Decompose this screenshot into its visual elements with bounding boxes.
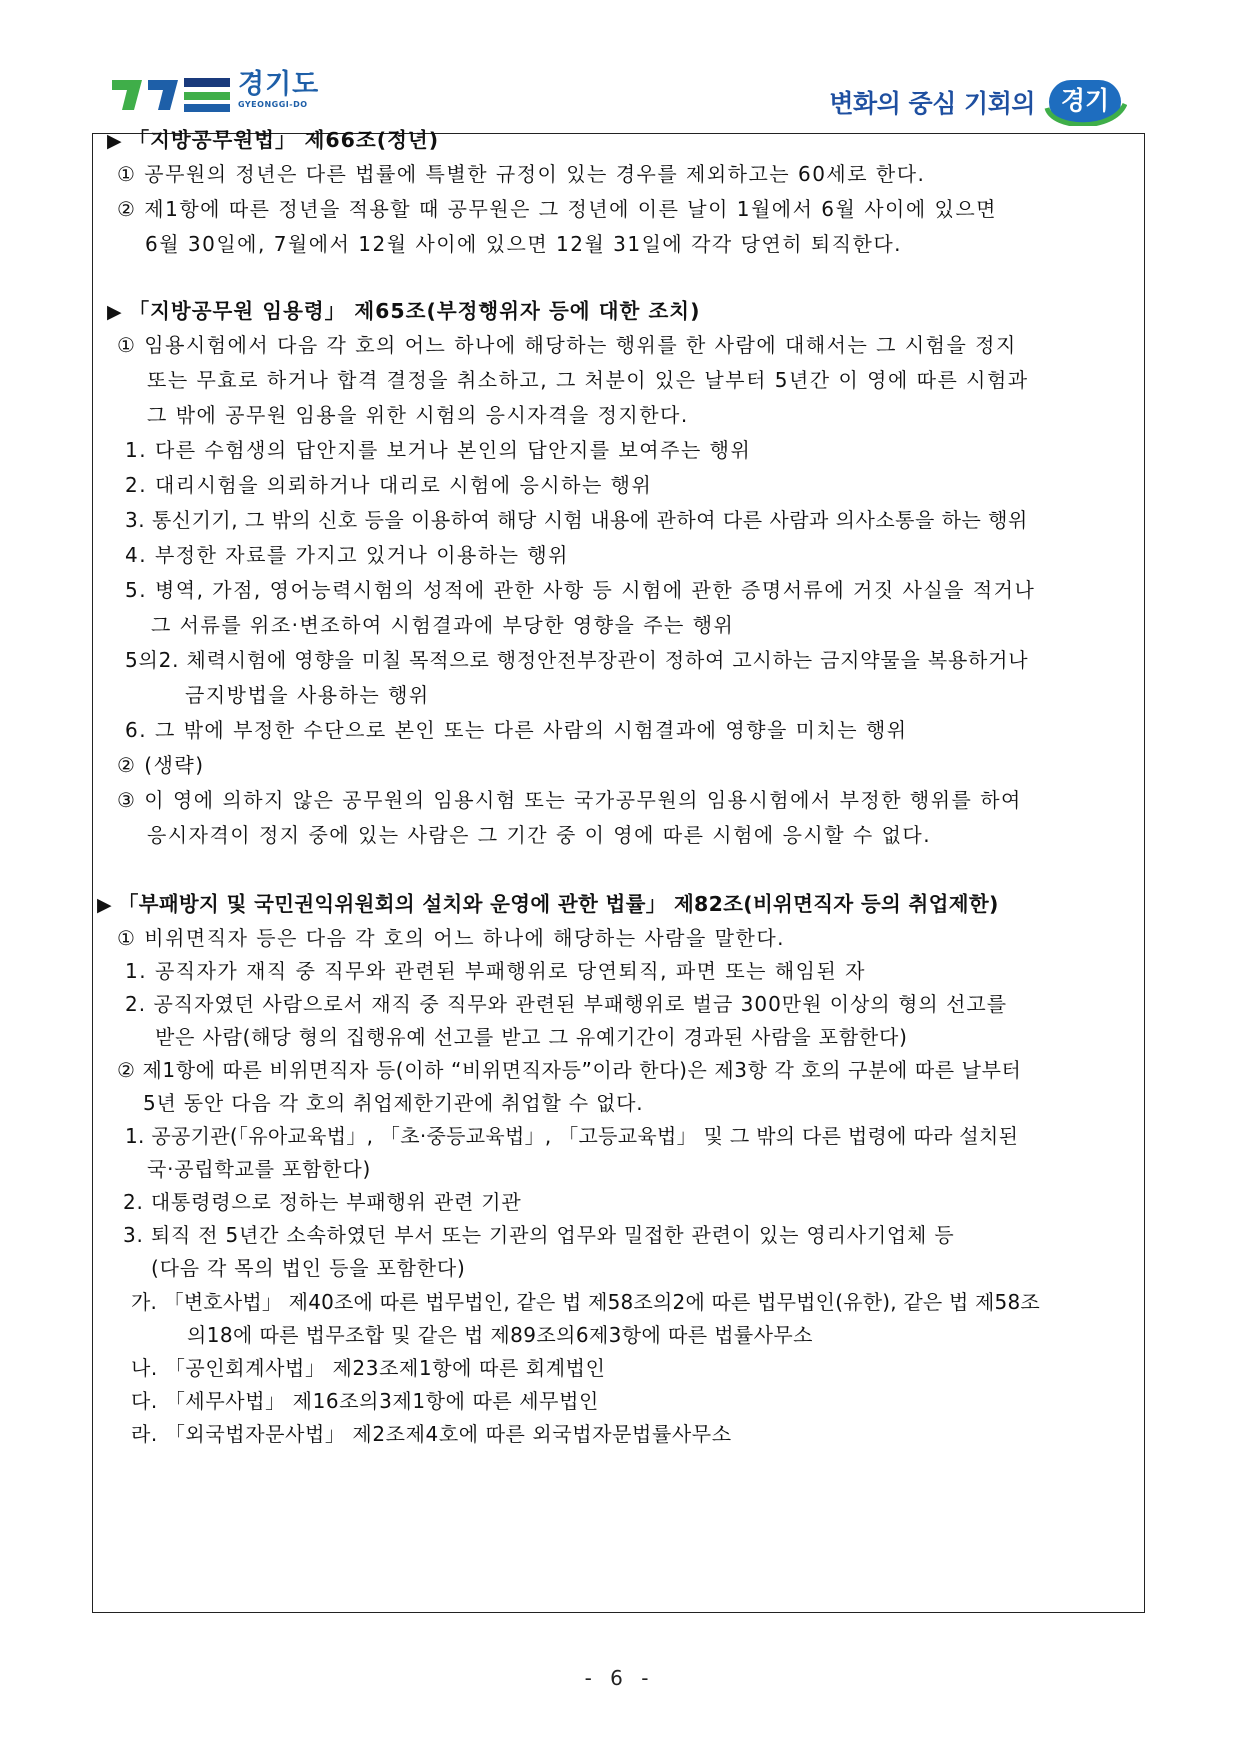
page-header xyxy=(0,0,1239,130)
section3-line: ② 제1항에 따른 비위면직자 등(이하 “비위면직자등”이라 한다)은 제3항 각 호의 구분에 따른 날부터 xyxy=(117,1058,1022,1082)
section2-line: 5의2. 체력시험에 영향을 미칠 목적으로 행정안전부장관이 정하여 고시하는 금지약물을 복용하거나 xyxy=(125,648,1029,672)
section2-heading: ▶ 「지방공무원 임용령」 제65조(부정행위자 등에 대한 조치) xyxy=(107,299,701,323)
logo-name: 경기도 xyxy=(238,69,320,100)
content-box xyxy=(92,128,1145,1613)
section3-line: 3. 퇴직 전 5년간 소속하였던 부서 또는 기관의 업무와 밀접한 관련이 있는 영리사기업체 등 xyxy=(123,1223,955,1247)
section2-line: 또는 무효로 하거나 합격 결정을 취소하고, 그 처분이 있은 날부터 5년간 이 영에 따른 시험과 xyxy=(147,368,1029,392)
section3-line: 2. 대통령령으로 정하는 부패행위 관련 기관 xyxy=(123,1190,522,1214)
section2-line: 2. 대리시험을 의뢰하거나 대리로 시험에 응시하는 행위 xyxy=(125,473,653,497)
section2-line: 1. 다른 수험생의 답안지를 보거나 본인의 답안지를 보여주는 행위 xyxy=(125,438,752,462)
section2-line: 6. 그 밖에 부정한 수단으로 본인 또는 다른 사람의 시험결과에 영향을 미치는 행위 xyxy=(125,718,908,742)
slogan-badge-word: 경기 xyxy=(1060,86,1110,115)
slogan-badge xyxy=(1043,78,1127,126)
section1-line: ② 제1항에 따른 정년을 적용할 때 공무원은 그 정년에 이른 날이 1월에서 6월 사이에 있으면 xyxy=(117,197,997,221)
section3-line: 라. 「외국법자문사법」 제2조제4호에 따른 외국법자문법률사무소 xyxy=(131,1422,732,1446)
triangle-bullet-icon: ▶ xyxy=(97,894,112,916)
section2-line: ② (생략) xyxy=(117,753,205,777)
section1-line: 6월 30일에, 7월에서 12월 사이에 있으면 12월 31일에 각각 당연히 퇴직한다. xyxy=(145,232,903,256)
section3-line: 2. 공직자였던 사람으로서 재직 중 직무와 관련된 부패행위로 벌금 300만원 이상의 형의 선고를 xyxy=(125,992,1008,1016)
page-number: - 6 - xyxy=(584,1666,655,1690)
section2-line: 그 서류를 위조·변조하여 시험결과에 부당한 영향을 주는 행위 xyxy=(151,613,735,637)
slogan-text: 변화의 중심 기회의 xyxy=(829,89,1035,118)
section3-line: 받은 사람(해당 형의 집행유예 선고를 받고 그 유예기간이 경과된 사람을 포함한다) xyxy=(155,1025,908,1049)
triangle-bullet-icon: ▶ xyxy=(107,130,123,152)
section2-line: 3. 통신기기, 그 밖의 신호 등을 이용하여 해당 시험 내용에 관하여 다른 사람과 의사소통을 하는 행위 xyxy=(125,508,1028,532)
section2-line: 응시자격이 정지 중에 있는 사람은 그 기간 중 이 영에 따른 시험에 응시할 수 없다. xyxy=(147,823,932,847)
section1-heading: ▶ 「지방공무원법」 제66조(정년) xyxy=(107,128,440,152)
section3-heading: ▶ 「부패방지 및 국민권익위원회의 설치와 운영에 관한 법률」 제82조(비위면직자 등의 취업제한) xyxy=(97,892,999,916)
section2-line: 금지방법을 사용하는 행위 xyxy=(185,683,430,707)
logo-subname: GYEONGGI-DO xyxy=(238,100,308,109)
logo-text xyxy=(238,70,319,110)
section2-line: 그 밖에 공무원 임용을 위한 시험의 응시자격을 정지한다. xyxy=(147,403,689,427)
section3-line: 국·공립학교를 포함한다) xyxy=(147,1157,372,1181)
section1-line: ① 공무원의 정년은 다른 법률에 특별한 규정이 있는 경우를 제외하고는 60세로 한다. xyxy=(117,162,926,186)
section3-line: (다음 각 목의 법인 등을 포함한다) xyxy=(151,1256,466,1280)
section2-line: 4. 부정한 자료를 가지고 있거나 이용하는 행위 xyxy=(125,543,569,567)
section3-line: 의18에 따른 법무조합 및 같은 법 제89조의6제3항에 따른 법률사무소 xyxy=(187,1323,813,1347)
section3-line: 5년 동안 다음 각 호의 취업제한기관에 취업할 수 없다. xyxy=(143,1091,644,1115)
section3-line: 1. 공공기관(「유아교육법」, 「초·중등교육법」, 「고등교육법」 및 그 밖의 다른 법령에 따라 설치된 xyxy=(125,1124,1019,1148)
gyeonggi-logo-icon xyxy=(112,74,232,118)
section3-line: 1. 공직자가 재직 중 직무와 관련된 부패행위로 당연퇴직, 파면 또는 해임된 자 xyxy=(125,959,866,983)
triangle-bullet-icon: ▶ xyxy=(107,301,123,323)
section2-line: 5. 병역, 가점, 영어능력시험의 성적에 관한 사항 등 시험에 관한 증명서류에 거짓 사실을 적거나 xyxy=(125,578,1036,602)
section3-line: ① 비위면직자 등은 다음 각 호의 어느 하나에 해당하는 사람을 말한다. xyxy=(117,926,786,950)
slogan xyxy=(829,80,1127,124)
section3-line: 다. 「세무사법」 제16조의3제1항에 따른 세무법인 xyxy=(131,1389,599,1413)
section3-line: 가. 「변호사법」 제40조에 따른 법무법인, 같은 법 제58조의2에 따른 법무법인(유한), 같은 법 제58조 xyxy=(131,1290,1040,1314)
section2-line: ① 임용시험에서 다음 각 호의 어느 하나에 해당하는 행위를 한 사람에 대해서는 그 시험을 정지 xyxy=(117,333,1017,357)
section3-line: 나. 「공인회계사법」 제23조제1항에 따른 회계법인 xyxy=(131,1356,606,1380)
section2-line: ③ 이 영에 의하지 않은 공무원의 임용시험 또는 국가공무원의 임용시험에서 부정한 행위를 하여 xyxy=(117,788,1022,812)
